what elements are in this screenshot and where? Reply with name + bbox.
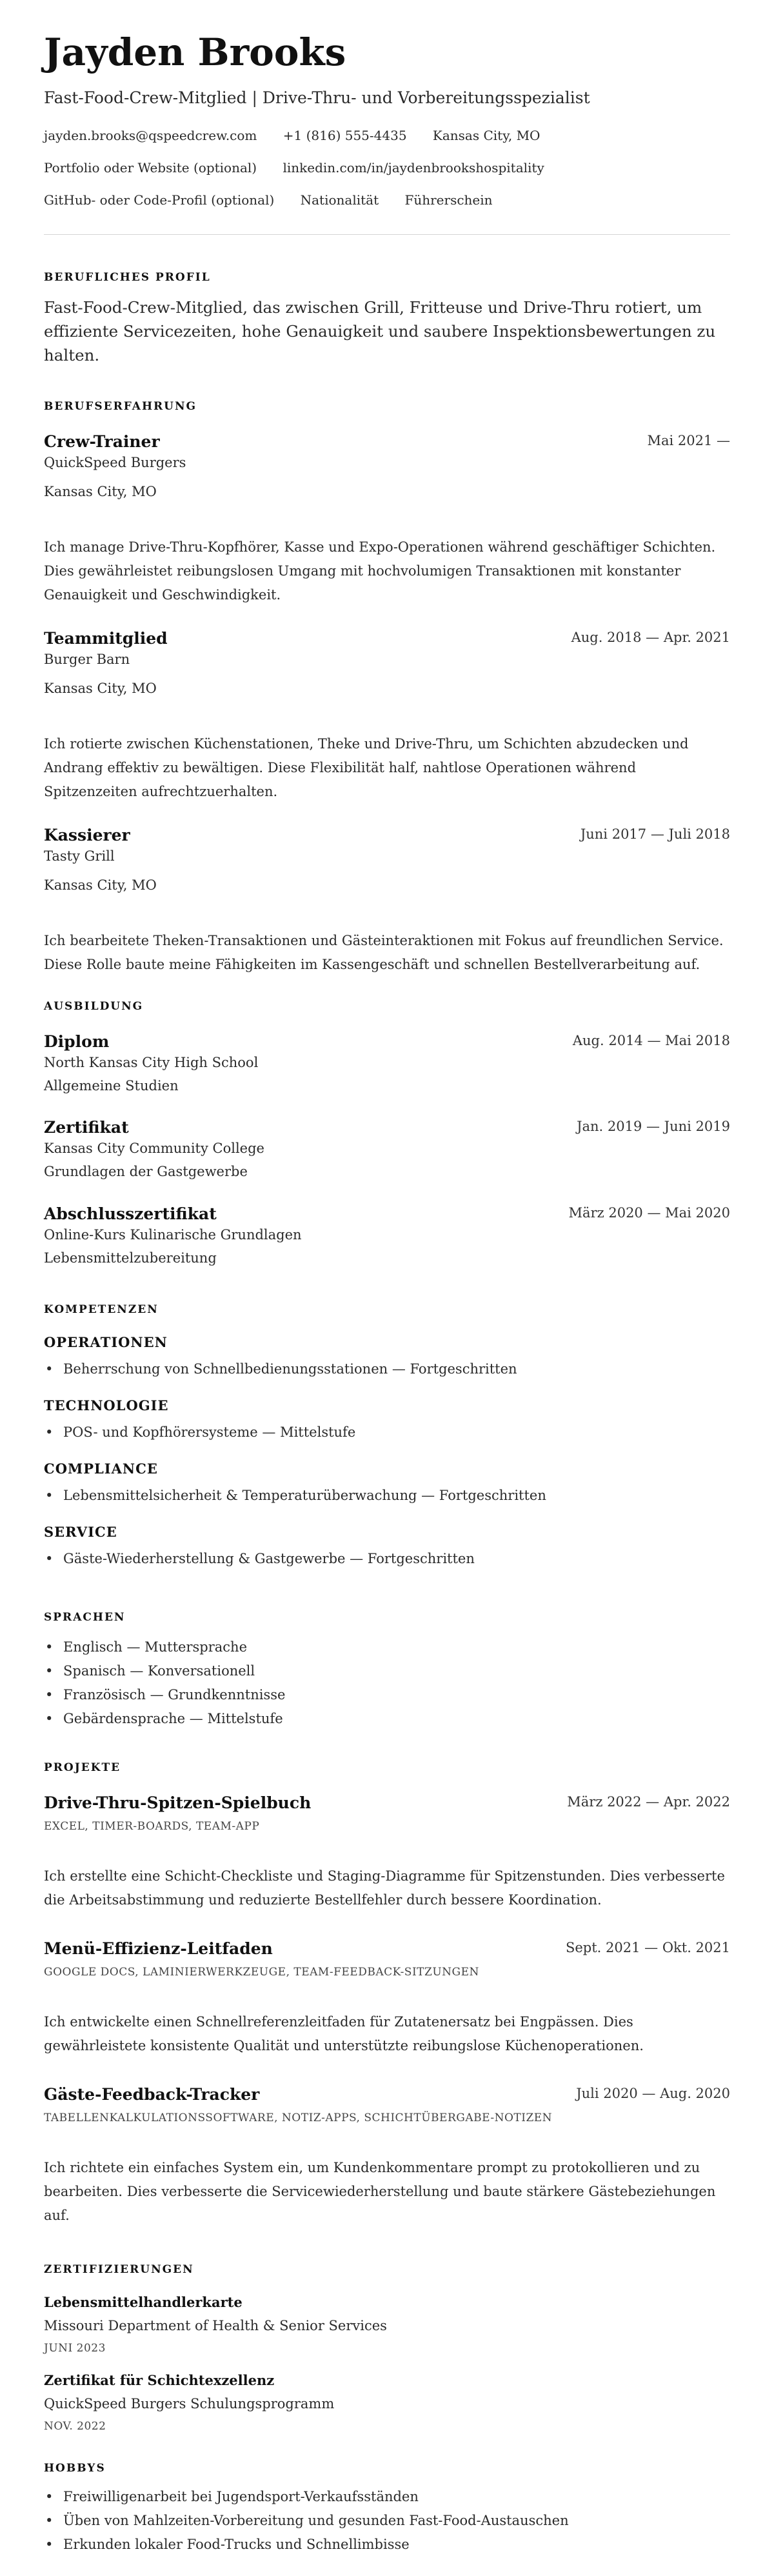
contact-github[interactable]: GitHub- oder Code-Profil (optional) — [44, 192, 275, 208]
experience-role: Teammitglied — [44, 629, 168, 648]
skill-item: • Beherrschung von Schnellbedienungsstationen — Fortgeschritten — [44, 1357, 517, 1381]
section-title-experience: BERUFSERFAHRUNG — [44, 400, 197, 413]
experience-description: Ich bearbeitete Theken-Transaktionen und Gästeinteraktionen mit Fokus auf freundlichen Service. Diese Rolle baute meine Fähigkeiten im Kassengeschäft und schnellen Bestellverarbeitung auf. — [44, 933, 724, 972]
skill-item: • Lebensmittelsicherheit & Temperaturüberwachung — Fortgeschritten — [44, 1484, 546, 1508]
hobby-item: • Erkunden lokaler Food-Trucks und Schnellimbisse — [44, 2533, 569, 2557]
hobby-list — [44, 2485, 569, 2557]
contact-row — [44, 128, 562, 143]
experience-date: Aug. 2018 — Apr. 2021 — [571, 630, 730, 645]
education-school: Kansas City Community College — [44, 1141, 264, 1156]
contact-phone[interactable]: +1 (816) 555-4435 — [283, 128, 407, 143]
project-name: Gäste-Feedback-Tracker — [44, 2085, 260, 2104]
skill-list — [44, 1547, 475, 1571]
experience-role: Kassierer — [44, 826, 130, 844]
language-item: • Englisch — Muttersprache — [44, 1635, 285, 1659]
skill-list — [44, 1421, 355, 1444]
project-tech: EXCEL, TIMER-BOARDS, TEAM-APP — [44, 1820, 260, 1833]
experience-company: QuickSpeed Burgers — [44, 455, 186, 470]
experience-location: Kansas City, MO — [44, 877, 157, 893]
hobby-item: • Üben von Mahlzeiten-Vorbereitung und gesunden Fast-Food-Austauschen — [44, 2509, 569, 2533]
project-date: März 2022 — Apr. 2022 — [567, 1794, 730, 1810]
contact-portfolio[interactable]: Portfolio oder Website (optional) — [44, 160, 257, 175]
project-date: Sept. 2021 — Okt. 2021 — [565, 1940, 730, 1955]
certification-name: Lebensmittelhandlerkarte — [44, 2294, 243, 2310]
project-description: Ich richtete ein einfaches System ein, um Kundenkommentare prompt zu protokollieren und zu bearbeiten. Dies verbesserte die Servicewiederherstellung und baute stärkere Gästebeziehungen auf. — [44, 2160, 716, 2223]
education-date: März 2020 — Mai 2020 — [568, 1205, 730, 1221]
experience-description: Ich rotierte zwischen Küchenstationen, Theke und Drive-Thru, um Schichten abzudecken und Andrang effektiv zu bewältigen. Diese Flexibilität half, nahtlose Operationen während Spitzenzeiten aufrechtzuerhalten. — [44, 736, 689, 799]
certification-date: JUNI 2023 — [44, 2342, 106, 2355]
certification-issuer: QuickSpeed Burgers Schulungsprogramm — [44, 2396, 335, 2411]
language-item: • Spanisch — Konversationell — [44, 1659, 285, 1683]
section-title-projects: PROJEKTE — [44, 1761, 121, 1774]
contact-linkedin[interactable]: linkedin.com/in/jaydenbrookshospitality — [283, 160, 544, 175]
skill-list — [44, 1357, 517, 1381]
project-tech: TABELLENKALKULATIONSSOFTWARE, NOTIZ-APPS, SCHICHTÜBERGABE-NOTIZEN — [44, 2112, 553, 2124]
contact-email[interactable]: jayden.brooks@qspeedcrew.com — [44, 128, 257, 143]
project-description: Ich erstellte eine Schicht-Checkliste und Staging-Diagramme für Spitzenstunden. Dies verbesserte die Arbeitsabstimmung und reduzierte Bestellfehler durch bessere Koordination. — [44, 1868, 725, 1908]
experience-description: Ich manage Drive-Thru-Kopfhörer, Kasse und Expo-Operationen während geschäftiger Schichten. Dies gewährleistet reibungslosen Umgang mit hochvolumigen Transaktionen mit konstanter Genauigkeit und Geschwindigkeit. — [44, 539, 716, 603]
experience-location: Kansas City, MO — [44, 484, 157, 499]
certification-issuer: Missouri Department of Health & Senior Services — [44, 2318, 387, 2333]
certification-name: Zertifikat für Schichtexzellenz — [44, 2372, 275, 2388]
project-date: Juli 2020 — Aug. 2020 — [576, 2086, 730, 2101]
section-title-hobbies: HOBBYS — [44, 2462, 106, 2475]
education-degree: Abschlusszertifikat — [44, 1204, 217, 1223]
education-field: Grundlagen der Gastgewerbe — [44, 1164, 248, 1179]
skill-item: • POS- und Kopfhörersysteme — Mittelstufe — [44, 1421, 355, 1444]
skill-category-title: SERVICE — [44, 1524, 117, 1540]
skill-list — [44, 1484, 546, 1508]
project-description: Ich entwickelte einen Schnellreferenzleitfaden für Zutatenersatz bei Engpässen. Dies gewährleistete konsistente Qualität und unterstützte reibungslose Küchenoperationen. — [44, 2014, 644, 2053]
contact-nationality: Nationalität — [300, 192, 379, 208]
language-item: • Gebärdensprache — Mittelstufe — [44, 1707, 285, 1731]
contact-drivers-license: Führerschein — [404, 192, 493, 208]
experience-company: Burger Barn — [44, 652, 130, 667]
candidate-name: Jayden Brooks — [44, 30, 346, 74]
experience-company: Tasty Grill — [44, 848, 115, 864]
project-name: Menü-Effizienz-Leitfaden — [44, 1939, 273, 1958]
hobby-item: • Freiwilligenarbeit bei Jugendsport-Verkaufsständen — [44, 2485, 569, 2509]
certification-date: NOV. 2022 — [44, 2420, 106, 2433]
education-degree: Zertifikat — [44, 1118, 129, 1137]
candidate-headline: Fast-Food-Crew-Mitglied | Drive-Thru- und Vorbereitungsspezialist — [44, 88, 590, 107]
project-tech: GOOGLE DOCS, LAMINIERWERKZEUGE, TEAM-FEEDBACK-SITZUNGEN — [44, 1966, 479, 1979]
experience-location: Kansas City, MO — [44, 681, 157, 696]
contact-row — [44, 192, 515, 208]
education-date: Aug. 2014 — Mai 2018 — [572, 1033, 730, 1048]
header-divider — [44, 234, 730, 235]
experience-date: Mai 2021 — — [647, 433, 730, 448]
section-title-certifications: ZERTIFIZIERUNGEN — [44, 2263, 194, 2276]
section-title-profile: BERUFLICHES PROFIL — [44, 271, 211, 284]
education-field: Allgemeine Studien — [44, 1078, 179, 1093]
project-name: Drive-Thru-Spitzen-Spielbuch — [44, 1793, 312, 1812]
section-title-skills: KOMPETENZEN — [44, 1303, 159, 1316]
contact-row — [44, 160, 566, 175]
education-date: Jan. 2019 — Juni 2019 — [577, 1119, 730, 1134]
experience-date: Juni 2017 — Juli 2018 — [580, 826, 730, 842]
section-title-languages: SPRACHEN — [44, 1611, 126, 1624]
education-school: Online-Kurs Kulinarische Grundlagen — [44, 1227, 302, 1243]
education-school: North Kansas City High School — [44, 1055, 259, 1070]
education-degree: Diplom — [44, 1032, 110, 1051]
skill-category-title: OPERATIONEN — [44, 1334, 168, 1350]
section-title-education: AUSBILDUNG — [44, 1000, 144, 1013]
language-list — [44, 1635, 285, 1731]
language-item: • Französisch — Grundkenntnisse — [44, 1683, 285, 1707]
contact-location: Kansas City, MO — [432, 128, 541, 143]
skill-category-title: TECHNOLOGIE — [44, 1397, 169, 1413]
experience-role: Crew-Trainer — [44, 432, 160, 451]
skill-category-title: COMPLIANCE — [44, 1461, 158, 1477]
education-field: Lebensmittelzubereitung — [44, 1250, 217, 1266]
skill-item: • Gäste-Wiederherstellung & Gastgewerbe — Fortgeschritten — [44, 1547, 475, 1571]
profile-summary: Fast-Food-Crew-Mitglied, das zwischen Grill, Fritteuse und Drive-Thru rotiert, um effiziente Servicezeiten, hohe Genauigkeit und saubere Inspektionsbewertungen zu halten. — [44, 298, 716, 364]
